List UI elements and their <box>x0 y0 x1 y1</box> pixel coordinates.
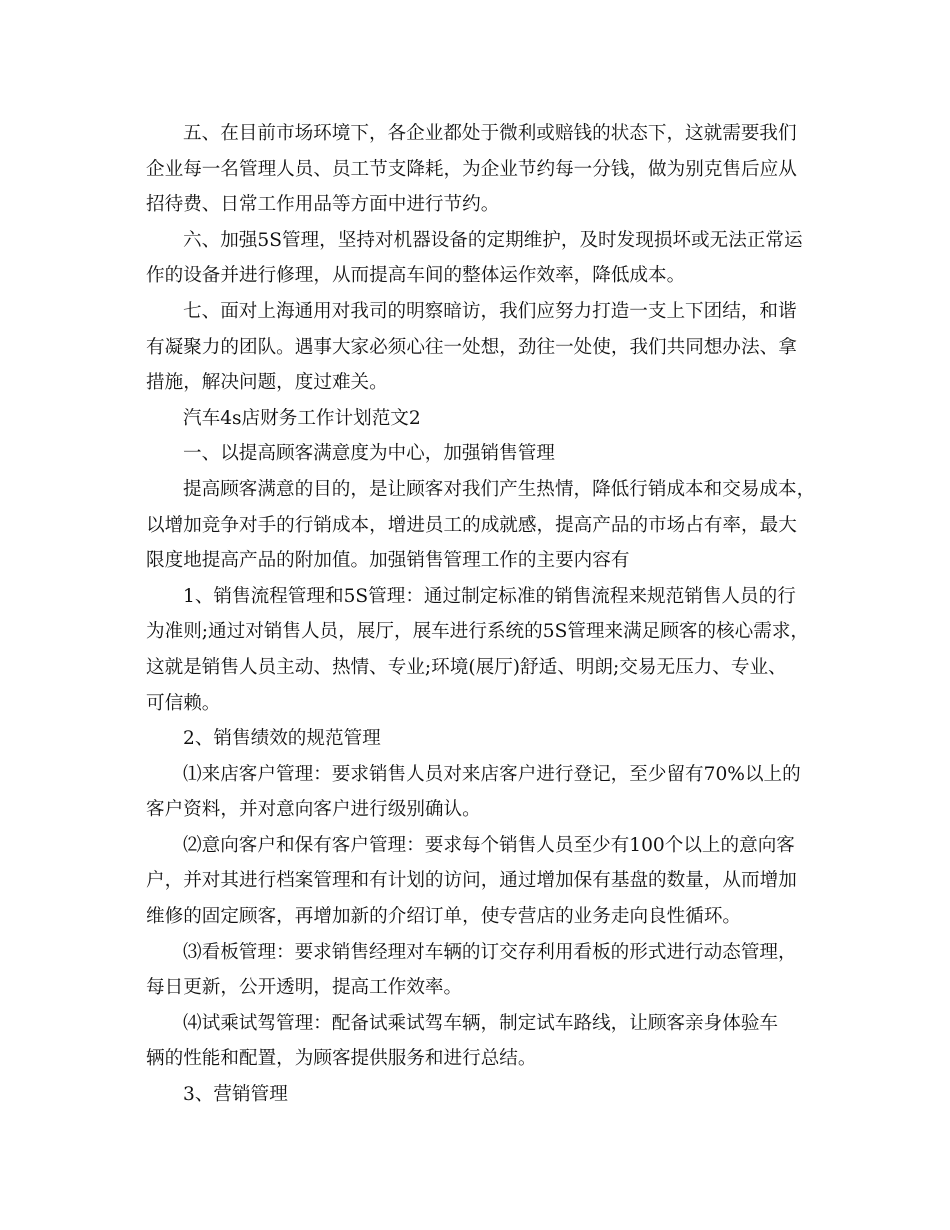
text-line: 为准则;通过对销售人员，展厅，展车进行系统的5S管理来满足顾客的核心需求， <box>146 621 810 643</box>
text-line: 每日更新，公开透明，提高工作效率。 <box>146 977 463 999</box>
text-line: 招待费、日常工作用品等方面中进行节约。 <box>146 194 500 216</box>
text-line: 提高顾客满意的目的，是让顾客对我们产生热情，降低行销成本和交易成本， <box>183 478 816 500</box>
sub-item-prospect-management <box>146 828 826 935</box>
text-line: 这就是销售人员主动、热情、专业;环境(展厅)舒适、明朗;交易无压力、专业、 <box>146 656 787 678</box>
heading-line: 一、以提高顾客满意度为中心，加强销售管理 <box>183 443 555 465</box>
list-item-sales-process <box>146 579 826 721</box>
text-line: 户，并对其进行档案管理和有计划的访问，通过增加保有基盘的数量，从而增加 <box>146 870 797 892</box>
paragraph-5s-maintenance <box>146 223 826 294</box>
list-item-sales-performance <box>146 721 826 757</box>
text-line: 措施，解决问题，度过难关。 <box>146 372 388 394</box>
paragraph-cost-saving <box>146 116 826 223</box>
text-line: 维修的固定顾客，再增加新的介绍订单，使专营店的业务走向良性循环。 <box>146 906 742 928</box>
text-line: 3、营销管理 <box>183 1084 288 1106</box>
section-title <box>146 401 826 437</box>
heading-line: 汽车4s店财务工作计划范文2 <box>183 407 421 429</box>
text-line: ⑶看板管理：要求销售经理对车辆的订交存利用看板的形式进行动态管理， <box>183 941 797 963</box>
text-line: ⑷试乘试驾管理：配备试乘试驾车辆，制定试车路线，让顾客亲身体验车 <box>183 1012 779 1034</box>
paragraph-team-building <box>146 294 826 401</box>
text-line: ⑴来店客户管理：要求销售人员对来店客户进行登记，至少留有70%以上的 <box>183 763 801 785</box>
text-line: 以增加竞争对手的行销成本，增进员工的成就感，提高产品的市场占有率，最大 <box>146 514 797 536</box>
text-line: 可信赖。 <box>146 692 221 714</box>
sub-item-visitor-management <box>146 757 826 828</box>
text-line: 企业每一名管理人员、员工节支降耗，为企业节约每一分钱，做为别克售后应从 <box>146 158 797 180</box>
paragraph-satisfaction-purpose <box>146 472 826 579</box>
text-line: 辆的性能和配置，为顾客提供服务和进行总结。 <box>146 1048 537 1070</box>
text-line: 五、在目前市场环境下，各企业都处于微利或赔钱的状态下，这就需要我们 <box>183 123 797 144</box>
section-heading-customer-satisfaction <box>146 436 826 472</box>
text-line: 限度地提高产品的附加值。加强销售管理工作的主要内容有 <box>146 550 630 572</box>
sub-item-kanban-management <box>146 935 826 1006</box>
list-item-marketing <box>146 1077 826 1113</box>
text-line: ⑵意向客户和保有客户管理：要求每个销售人员至少有100个以上的意向客 <box>183 834 795 856</box>
text-line: 1、销售流程管理和5S管理：通过制定标准的销售流程来规范销售人员的行 <box>183 585 796 607</box>
text-line: 2、销售绩效的规范管理 <box>183 728 381 750</box>
text-line: 有凝聚力的团队。遇事大家必须心往一处想，劲往一处使，我们共同想办法、拿 <box>146 336 797 358</box>
text-line: 六、加强5S管理，坚持对机器设备的定期维护，及时发现损坏或无法正常运 <box>183 229 803 251</box>
sub-item-test-drive <box>146 1006 826 1077</box>
document-page <box>146 116 826 1113</box>
text-line: 作的设备并进行修理，从而提高车间的整体运作效率，降低成本。 <box>146 265 686 287</box>
text-line: 客户资料，并对意向客户进行级别确认。 <box>146 799 481 821</box>
text-line: 七、面对上海通用对我司的明察暗访，我们应努力打造一支上下团结，和谐 <box>183 300 797 322</box>
